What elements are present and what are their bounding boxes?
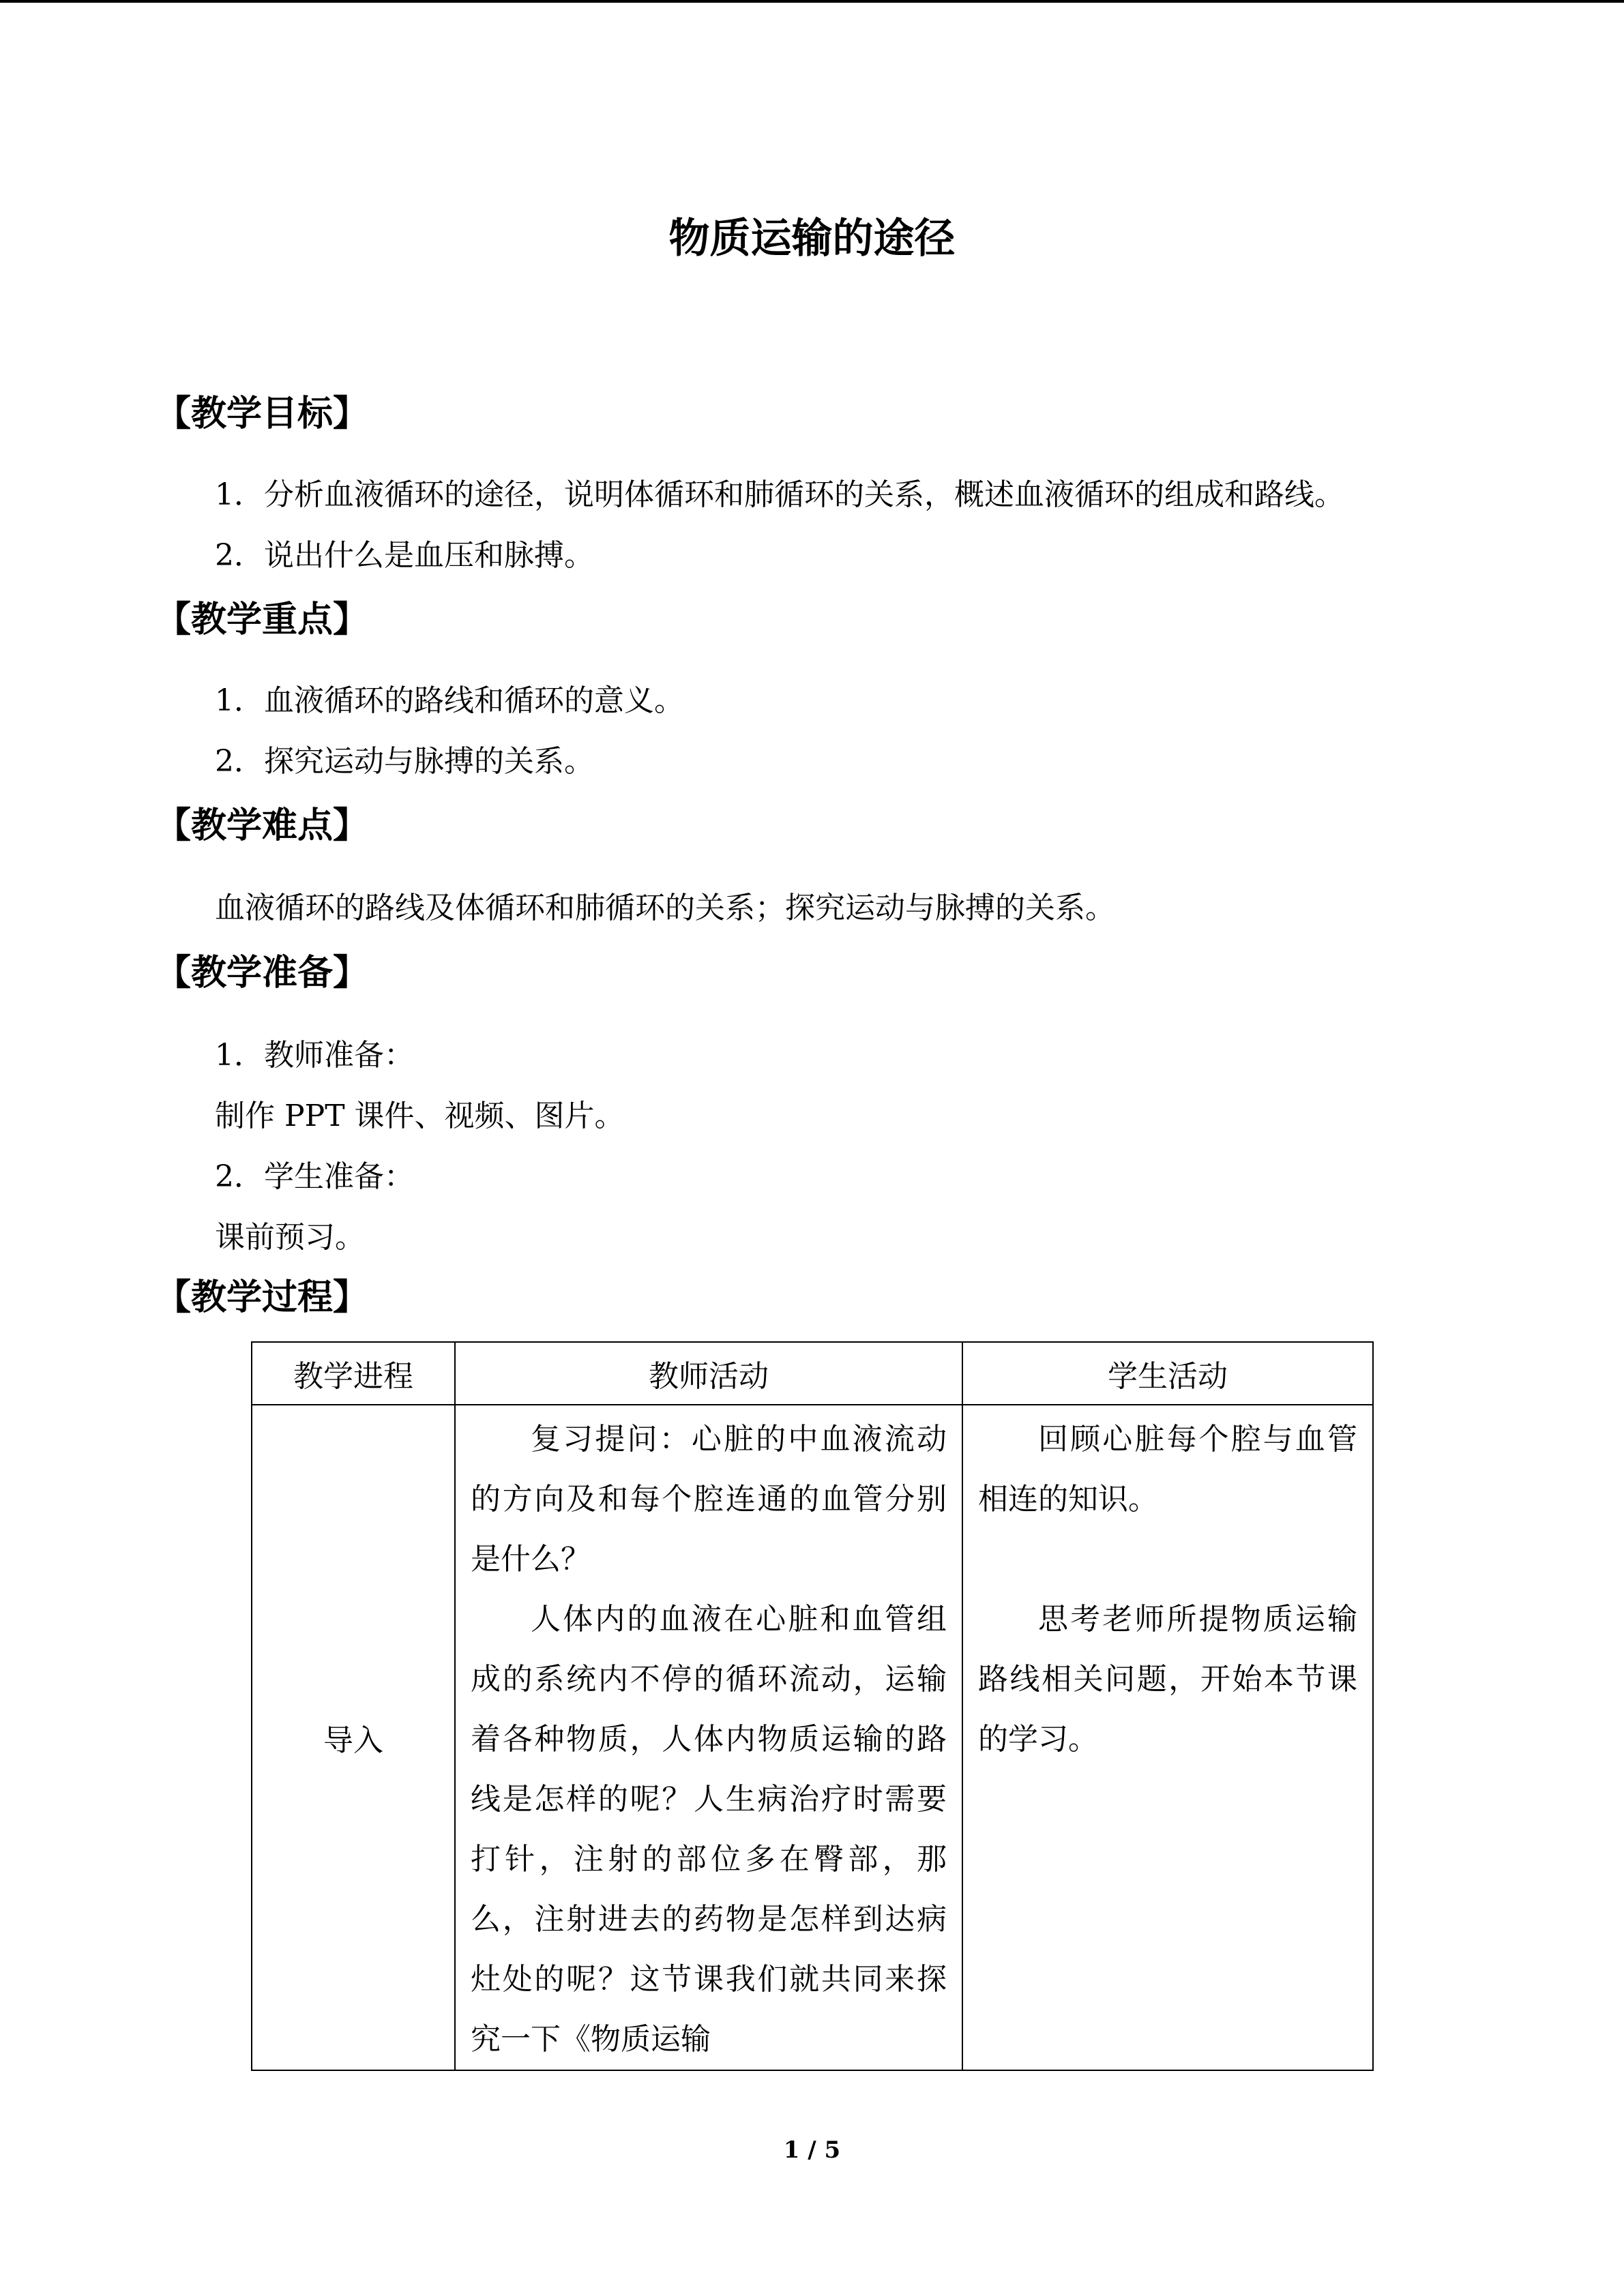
heading-difficulties: 【教学难点】 xyxy=(156,805,369,846)
column-header-stage: 教学进程 xyxy=(252,1342,455,1405)
student-prep-label: 2．学生准备： xyxy=(215,1159,414,1194)
student-activity-paragraph: 思考老师所提物质运输路线相关问题，开始本节课的学习。 xyxy=(978,1602,1357,1757)
teacher-activity-paragraph: 人体内的血液在心脏和血管组成的系统内不停的循环流动，运输着各种物质，人体内物质运输的路线是怎样的呢？人生病治疗时需要打针，注射的部位多在臀部，那么，注射进去的药物是怎样到达病灶处的呢？这节课我们就共同来探究一下《物质运输 xyxy=(471,1602,947,2057)
student-activity-paragraph: 回顾心脏每个腔与血管相连的知识。 xyxy=(978,1422,1357,1517)
teaching-process-table xyxy=(251,1341,1374,2071)
column-header-student: 学生活动 xyxy=(962,1342,1373,1405)
column-header-teacher: 教师活动 xyxy=(455,1342,962,1405)
page-top-border xyxy=(0,0,1624,3)
difficulties-text: 血液循环的路线及体循环和肺循环的关系；探究运动与脉搏的关系。 xyxy=(215,891,1115,925)
objective-item-2: 2．说出什么是血压和脉搏。 xyxy=(215,538,594,573)
table-row xyxy=(252,1405,1373,2070)
page-number: 1 / 5 xyxy=(783,2136,841,2164)
heading-key-points: 【教学重点】 xyxy=(156,599,369,640)
heading-preparation: 【教学准备】 xyxy=(156,953,369,994)
objective-item-1: 1．分析血液循环的途径，说明体循环和肺循环的关系，概述血液循环的组成和路线。 xyxy=(215,477,1344,512)
teacher-activity-paragraph: 复习提问：心脏的中血液流动的方向及和每个腔连通的血管分别是什么？ xyxy=(471,1422,947,1577)
student-activity-cell xyxy=(962,1405,1373,2070)
key-point-item-2: 2．探究运动与脉搏的关系。 xyxy=(215,744,594,779)
teacher-prep-label: 1．教师准备： xyxy=(215,1038,414,1073)
stage-cell: 导入 xyxy=(252,1405,455,2070)
key-point-item-1: 1．血液循环的路线和循环的意义。 xyxy=(215,683,684,718)
heading-process: 【教学过程】 xyxy=(156,1277,369,1318)
teacher-activity-cell xyxy=(455,1405,962,2070)
teacher-prep-text: 制作 PPT 课件、视频、图片。 xyxy=(215,1099,625,1133)
paragraph-spacer xyxy=(978,1530,1357,1590)
student-prep-text: 课前预习。 xyxy=(215,1220,365,1255)
document-title: 物质运输的途径 xyxy=(668,215,956,263)
heading-objectives: 【教学目标】 xyxy=(156,393,369,434)
table-header-row xyxy=(252,1342,1373,1405)
